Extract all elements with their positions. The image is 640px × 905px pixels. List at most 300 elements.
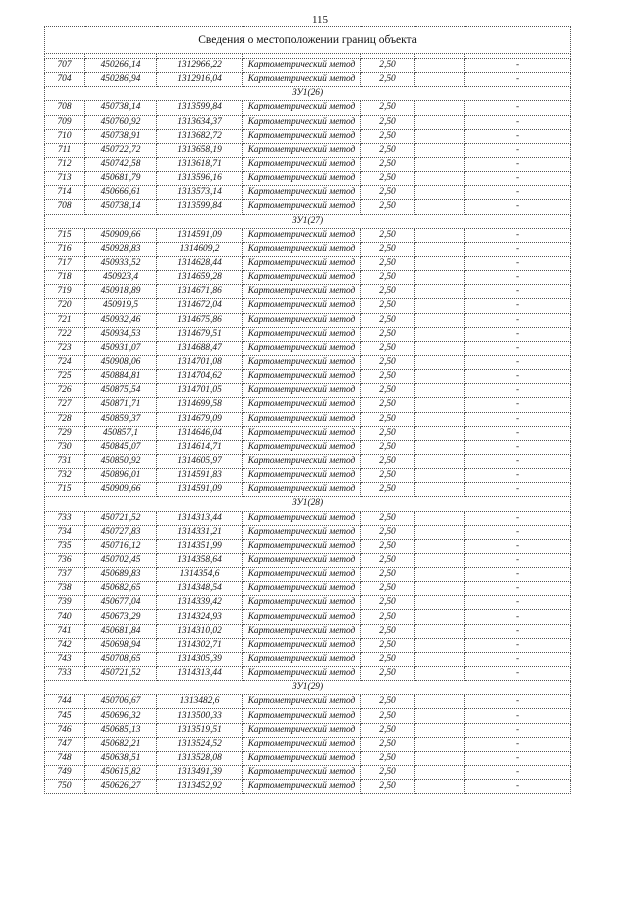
point-number: 719 <box>45 285 85 299</box>
accuracy-cell: 2,50 <box>361 624 415 638</box>
method-cell: Картометрический метод <box>243 539 361 553</box>
empty-cell <box>415 737 465 751</box>
method-cell: Картометрический метод <box>243 101 361 115</box>
coord-x: 450666,61 <box>85 186 157 200</box>
description-cell: - <box>465 412 571 426</box>
table-row <box>45 355 571 369</box>
section-label: ЗУ1(27) <box>45 214 571 228</box>
coord-y: 1314675,86 <box>157 313 243 327</box>
coord-x: 450677,04 <box>85 596 157 610</box>
page-number: 115 <box>311 14 329 26</box>
table-row <box>45 370 571 384</box>
method-cell: Картометрический метод <box>243 737 361 751</box>
point-number: 733 <box>45 511 85 525</box>
coord-x: 450908,06 <box>85 355 157 369</box>
point-number: 740 <box>45 610 85 624</box>
empty-cell <box>415 709 465 723</box>
table-row <box>45 341 571 355</box>
table-row <box>45 115 571 129</box>
point-number: 712 <box>45 157 85 171</box>
section-label: ЗУ1(29) <box>45 681 571 695</box>
coord-x: 450857,1 <box>85 426 157 440</box>
coord-y: 1314324,93 <box>157 610 243 624</box>
coord-y: 1314699,58 <box>157 398 243 412</box>
point-number: 729 <box>45 426 85 440</box>
accuracy-cell: 2,50 <box>361 101 415 115</box>
description-cell: - <box>465 285 571 299</box>
table-title: Сведения о местоположении границ объекта <box>45 27 571 54</box>
boundary-coordinates-table <box>44 26 571 794</box>
method-cell: Картометрический метод <box>243 695 361 709</box>
table-row <box>45 638 571 652</box>
accuracy-cell: 2,50 <box>361 412 415 426</box>
description-cell: - <box>465 384 571 398</box>
point-number: 726 <box>45 384 85 398</box>
method-cell: Картометрический метод <box>243 426 361 440</box>
method-cell: Картометрический метод <box>243 440 361 454</box>
description-cell: - <box>465 667 571 681</box>
empty-cell <box>415 426 465 440</box>
table-row <box>45 568 571 582</box>
point-number: 723 <box>45 341 85 355</box>
description-cell: - <box>465 256 571 270</box>
method-cell: Картометрический метод <box>243 780 361 794</box>
table-row <box>45 157 571 171</box>
coord-x: 450850,92 <box>85 454 157 468</box>
point-number: 745 <box>45 709 85 723</box>
coord-y: 1313482,6 <box>157 695 243 709</box>
coord-y: 1313491,39 <box>157 766 243 780</box>
empty-cell <box>415 341 465 355</box>
coord-x: 450722,72 <box>85 143 157 157</box>
method-cell: Картометрический метод <box>243 285 361 299</box>
table-row <box>45 469 571 483</box>
table-row <box>45 285 571 299</box>
accuracy-cell: 2,50 <box>361 172 415 186</box>
point-number: 721 <box>45 313 85 327</box>
coord-y: 1314348,54 <box>157 582 243 596</box>
point-number: 720 <box>45 299 85 313</box>
empty-cell <box>415 200 465 214</box>
method-cell: Картометрический метод <box>243 157 361 171</box>
coord-x: 450721,52 <box>85 511 157 525</box>
empty-cell <box>415 751 465 765</box>
method-cell: Картометрический метод <box>243 398 361 412</box>
empty-cell <box>415 101 465 115</box>
coord-x: 450918,89 <box>85 285 157 299</box>
coord-x: 450738,91 <box>85 129 157 143</box>
coord-x: 450689,83 <box>85 568 157 582</box>
description-cell: - <box>465 370 571 384</box>
table-row <box>45 327 571 341</box>
method-cell: Картометрический метод <box>243 652 361 666</box>
point-number: 732 <box>45 469 85 483</box>
method-cell: Картометрический метод <box>243 242 361 256</box>
empty-cell <box>415 539 465 553</box>
point-number: 715 <box>45 483 85 497</box>
empty-cell <box>415 228 465 242</box>
coord-x: 450931,07 <box>85 341 157 355</box>
coord-y: 1314605,97 <box>157 454 243 468</box>
point-number: 750 <box>45 780 85 794</box>
empty-cell <box>415 299 465 313</box>
accuracy-cell: 2,50 <box>361 553 415 567</box>
point-number: 744 <box>45 695 85 709</box>
method-cell: Картометрический метод <box>243 751 361 765</box>
method-cell: Картометрический метод <box>243 256 361 270</box>
coord-x: 450845,07 <box>85 440 157 454</box>
coord-y: 1314646,04 <box>157 426 243 440</box>
description-cell: - <box>465 200 571 214</box>
method-cell: Картометрический метод <box>243 327 361 341</box>
empty-cell <box>415 355 465 369</box>
method-cell: Картометрический метод <box>243 525 361 539</box>
accuracy-cell: 2,50 <box>361 780 415 794</box>
description-cell: - <box>465 610 571 624</box>
coord-x: 450934,53 <box>85 327 157 341</box>
empty-cell <box>415 454 465 468</box>
accuracy-cell: 2,50 <box>361 129 415 143</box>
description-cell: - <box>465 553 571 567</box>
point-number: 748 <box>45 751 85 765</box>
coord-y: 1314659,28 <box>157 271 243 285</box>
method-cell: Картометрический метод <box>243 412 361 426</box>
empty-cell <box>415 370 465 384</box>
point-number: 730 <box>45 440 85 454</box>
table-row <box>45 553 571 567</box>
accuracy-cell: 2,50 <box>361 186 415 200</box>
method-cell: Картометрический метод <box>243 469 361 483</box>
empty-cell <box>415 568 465 582</box>
coord-x: 450727,83 <box>85 525 157 539</box>
description-cell: - <box>465 129 571 143</box>
accuracy-cell: 2,50 <box>361 723 415 737</box>
accuracy-cell: 2,50 <box>361 667 415 681</box>
description-cell: - <box>465 483 571 497</box>
empty-cell <box>415 766 465 780</box>
coord-x: 450909,66 <box>85 228 157 242</box>
table-row <box>45 129 571 143</box>
point-number: 711 <box>45 143 85 157</box>
point-number: 710 <box>45 129 85 143</box>
method-cell: Картометрический метод <box>243 299 361 313</box>
table-row <box>45 200 571 214</box>
table-row <box>45 766 571 780</box>
description-cell: - <box>465 242 571 256</box>
point-number: 728 <box>45 412 85 426</box>
coord-x: 450708,65 <box>85 652 157 666</box>
accuracy-cell: 2,50 <box>361 596 415 610</box>
accuracy-cell: 2,50 <box>361 228 415 242</box>
table-row <box>45 723 571 737</box>
table-row <box>45 737 571 751</box>
accuracy-cell: 2,50 <box>361 766 415 780</box>
coord-y: 1313596,16 <box>157 172 243 186</box>
table-row <box>45 709 571 723</box>
method-cell: Картометрический метод <box>243 313 361 327</box>
accuracy-cell: 2,50 <box>361 610 415 624</box>
point-number: 734 <box>45 525 85 539</box>
point-number: 717 <box>45 256 85 270</box>
table-row <box>45 511 571 525</box>
coord-y: 1314351,99 <box>157 539 243 553</box>
table-row <box>45 667 571 681</box>
accuracy-cell: 2,50 <box>361 327 415 341</box>
coord-x: 450615,82 <box>85 766 157 780</box>
coord-y: 1314704,62 <box>157 370 243 384</box>
description-cell: - <box>465 737 571 751</box>
coord-x: 450721,52 <box>85 667 157 681</box>
description-cell: - <box>465 327 571 341</box>
empty-cell <box>415 695 465 709</box>
point-number: 708 <box>45 101 85 115</box>
point-number: 746 <box>45 723 85 737</box>
description-cell: - <box>465 568 571 582</box>
description-cell: - <box>465 596 571 610</box>
coord-y: 1313682,72 <box>157 129 243 143</box>
description-cell: - <box>465 624 571 638</box>
table-row <box>45 143 571 157</box>
coord-y: 1313500,33 <box>157 709 243 723</box>
description-cell: - <box>465 469 571 483</box>
table-row <box>45 610 571 624</box>
accuracy-cell: 2,50 <box>361 525 415 539</box>
empty-cell <box>415 143 465 157</box>
coord-x: 450266,14 <box>85 59 157 73</box>
table-row <box>45 695 571 709</box>
coord-x: 450682,21 <box>85 737 157 751</box>
method-cell: Картометрический метод <box>243 129 361 143</box>
coord-x: 450738,14 <box>85 101 157 115</box>
accuracy-cell: 2,50 <box>361 426 415 440</box>
table-row <box>45 596 571 610</box>
method-cell: Картометрический метод <box>243 454 361 468</box>
empty-cell <box>415 412 465 426</box>
point-number: 733 <box>45 667 85 681</box>
table-row <box>45 525 571 539</box>
point-number: 741 <box>45 624 85 638</box>
empty-cell <box>415 157 465 171</box>
empty-cell <box>415 398 465 412</box>
accuracy-cell: 2,50 <box>361 398 415 412</box>
table-row <box>45 440 571 454</box>
coord-x: 450286,94 <box>85 73 157 87</box>
point-number: 713 <box>45 172 85 186</box>
empty-cell <box>415 285 465 299</box>
point-number: 704 <box>45 73 85 87</box>
coord-x: 450696,32 <box>85 709 157 723</box>
coord-y: 1313528,08 <box>157 751 243 765</box>
coord-y: 1313658,19 <box>157 143 243 157</box>
coord-x: 450673,29 <box>85 610 157 624</box>
coord-y: 1314679,09 <box>157 412 243 426</box>
empty-cell <box>415 596 465 610</box>
description-cell: - <box>465 525 571 539</box>
accuracy-cell: 2,50 <box>361 313 415 327</box>
coord-y: 1314609,2 <box>157 242 243 256</box>
point-number: 737 <box>45 568 85 582</box>
coord-y: 1314701,05 <box>157 384 243 398</box>
method-cell: Картометрический метод <box>243 582 361 596</box>
method-cell: Картометрический метод <box>243 228 361 242</box>
method-cell: Картометрический метод <box>243 172 361 186</box>
table-row <box>45 780 571 794</box>
empty-cell <box>415 59 465 73</box>
accuracy-cell: 2,50 <box>361 242 415 256</box>
accuracy-cell: 2,50 <box>361 157 415 171</box>
coord-y: 1313599,84 <box>157 200 243 214</box>
description-cell: - <box>465 638 571 652</box>
coord-y: 1314701,08 <box>157 355 243 369</box>
accuracy-cell: 2,50 <box>361 652 415 666</box>
coord-x: 450742,58 <box>85 157 157 171</box>
section-label: ЗУ1(26) <box>45 87 571 101</box>
description-cell: - <box>465 440 571 454</box>
description-cell: - <box>465 454 571 468</box>
accuracy-cell: 2,50 <box>361 143 415 157</box>
coord-x: 450638,51 <box>85 751 157 765</box>
description-cell: - <box>465 299 571 313</box>
table-row <box>45 256 571 270</box>
empty-cell <box>415 483 465 497</box>
description-cell: - <box>465 271 571 285</box>
coord-y: 1314302,71 <box>157 638 243 652</box>
description-cell: - <box>465 143 571 157</box>
method-cell: Картометрический метод <box>243 709 361 723</box>
description-cell: - <box>465 766 571 780</box>
accuracy-cell: 2,50 <box>361 751 415 765</box>
method-cell: Картометрический метод <box>243 766 361 780</box>
accuracy-cell: 2,50 <box>361 709 415 723</box>
coord-y: 1314358,64 <box>157 553 243 567</box>
description-cell: - <box>465 709 571 723</box>
accuracy-cell: 2,50 <box>361 568 415 582</box>
empty-cell <box>415 313 465 327</box>
empty-cell <box>415 271 465 285</box>
coord-x: 450919,5 <box>85 299 157 313</box>
accuracy-cell: 2,50 <box>361 737 415 751</box>
point-number: 709 <box>45 115 85 129</box>
empty-cell <box>415 511 465 525</box>
point-number: 738 <box>45 582 85 596</box>
point-number: 749 <box>45 766 85 780</box>
accuracy-cell: 2,50 <box>361 59 415 73</box>
coord-y: 1314628,44 <box>157 256 243 270</box>
table-row <box>45 299 571 313</box>
description-cell: - <box>465 582 571 596</box>
table-row <box>45 242 571 256</box>
accuracy-cell: 2,50 <box>361 355 415 369</box>
section-label: ЗУ1(28) <box>45 497 571 511</box>
point-number: 747 <box>45 737 85 751</box>
coord-y: 1312966,22 <box>157 59 243 73</box>
accuracy-cell: 2,50 <box>361 285 415 299</box>
description-cell: - <box>465 511 571 525</box>
coord-y: 1313452,92 <box>157 780 243 794</box>
coord-x: 450716,12 <box>85 539 157 553</box>
accuracy-cell: 2,50 <box>361 511 415 525</box>
table-row <box>45 412 571 426</box>
coord-y: 1314339,42 <box>157 596 243 610</box>
accuracy-cell: 2,50 <box>361 271 415 285</box>
method-cell: Картометрический метод <box>243 638 361 652</box>
coord-y: 1314313,44 <box>157 511 243 525</box>
table-row <box>45 101 571 115</box>
empty-cell <box>415 186 465 200</box>
empty-cell <box>415 440 465 454</box>
method-cell: Картометрический метод <box>243 384 361 398</box>
table-row <box>45 652 571 666</box>
empty-cell <box>415 638 465 652</box>
method-cell: Картометрический метод <box>243 186 361 200</box>
coord-x: 450702,45 <box>85 553 157 567</box>
description-cell: - <box>465 172 571 186</box>
table-row <box>45 624 571 638</box>
method-cell: Картометрический метод <box>243 553 361 567</box>
point-number: 714 <box>45 186 85 200</box>
description-cell: - <box>465 723 571 737</box>
accuracy-cell: 2,50 <box>361 115 415 129</box>
method-cell: Картометрический метод <box>243 355 361 369</box>
description-cell: - <box>465 355 571 369</box>
method-cell: Картометрический метод <box>243 370 361 384</box>
description-cell: - <box>465 652 571 666</box>
description-cell: - <box>465 73 571 87</box>
coord-x: 450884,81 <box>85 370 157 384</box>
description-cell: - <box>465 780 571 794</box>
table-row <box>45 454 571 468</box>
empty-cell <box>415 256 465 270</box>
coord-x: 450896,01 <box>85 469 157 483</box>
table-row <box>45 398 571 412</box>
table-row <box>45 228 571 242</box>
description-cell: - <box>465 426 571 440</box>
coord-x: 450685,13 <box>85 723 157 737</box>
coord-y: 1314591,09 <box>157 228 243 242</box>
description-cell: - <box>465 751 571 765</box>
coord-y: 1314679,51 <box>157 327 243 341</box>
empty-cell <box>415 624 465 638</box>
coord-y: 1314305,39 <box>157 652 243 666</box>
coord-x: 450760,92 <box>85 115 157 129</box>
method-cell: Картометрический метод <box>243 73 361 87</box>
accuracy-cell: 2,50 <box>361 370 415 384</box>
description-cell: - <box>465 157 571 171</box>
point-number: 743 <box>45 652 85 666</box>
description-cell: - <box>465 695 571 709</box>
description-cell: - <box>465 186 571 200</box>
method-cell: Картометрический метод <box>243 667 361 681</box>
accuracy-cell: 2,50 <box>361 483 415 497</box>
point-number: 718 <box>45 271 85 285</box>
method-cell: Картометрический метод <box>243 200 361 214</box>
empty-cell <box>415 172 465 186</box>
coord-x: 450859,37 <box>85 412 157 426</box>
empty-cell <box>415 384 465 398</box>
coord-x: 450909,66 <box>85 483 157 497</box>
empty-cell <box>415 553 465 567</box>
description-cell: - <box>465 313 571 327</box>
table-row <box>45 186 571 200</box>
method-cell: Картометрический метод <box>243 483 361 497</box>
method-cell: Картометрический метод <box>243 115 361 129</box>
empty-cell <box>415 327 465 341</box>
coord-y: 1314671,86 <box>157 285 243 299</box>
accuracy-cell: 2,50 <box>361 454 415 468</box>
accuracy-cell: 2,50 <box>361 341 415 355</box>
section-header-row <box>45 497 571 511</box>
table-row <box>45 751 571 765</box>
